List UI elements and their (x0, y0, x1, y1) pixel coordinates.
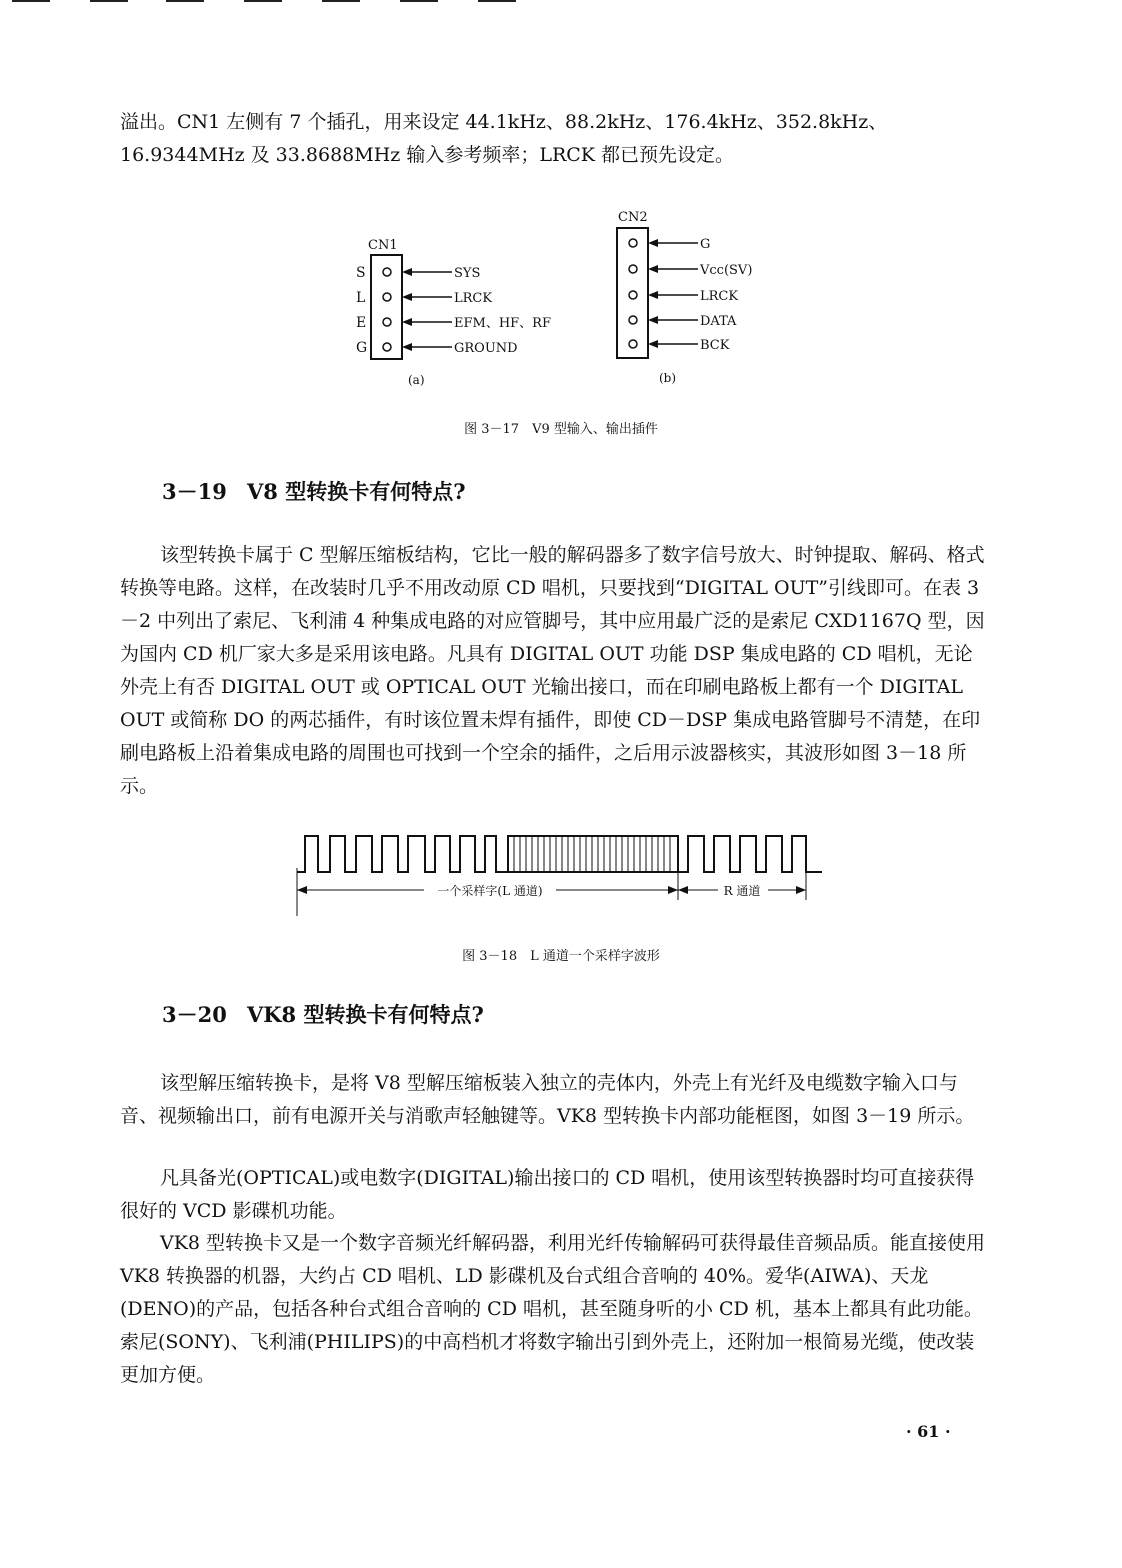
top-rule-4 (244, 0, 282, 2)
cn2-pin-hole (629, 239, 637, 247)
section-number: 3－19 (162, 479, 227, 504)
waveform-right-pulses (678, 836, 822, 872)
cn1-pin-efm: EFM、HF、RF (454, 316, 551, 331)
v8-body-paragraph: 该型转换卡属于 C 型解压缩板结构，它比一般的解码器多了数字信号放大、时钟提取、解码、格式转换等电路。这样，在改装时几乎不用改动原 CD 唱机，只要找到“DIGITAL OUT”引线即可。在表 3－2 中列出了索尼、飞利浦 4 种集成电路的对应管脚号，其中应用最广泛的是索尼 CXD1167Q 型，因为国内 CD 机厂家大多是采用该电路。凡具有 DIGITAL OUT 功能 DSP 集成电路的 CD 唱机，无论外壳上有否 DIGITAL OUT 或 OPTICAL OUT 光输出接口，而在印刷电路板上都有一个 DIGITAL OUT 或简称 DO 的两芯插件，有时该位置未焊有插件，即使 CD－DSP 集成电路管脚号不清楚，在印刷电路板上沿着集成电路的周围也可找到一个空余的插件，之后用示波器核实，其波形如图 3－18 所示。 (120, 544, 985, 797)
figure-3-17-caption: 图 3－17 V9 型输入、输出插件 (464, 422, 658, 437)
cn2-pin-lrck: LRCK (700, 289, 739, 304)
cn2-pin-data: DATA (700, 314, 737, 329)
arrow-left-icon (648, 291, 658, 299)
cn1-pin-lrck: LRCK (454, 291, 493, 306)
cn1-pin-hole (383, 318, 391, 326)
vk8-paragraph-1: 该型解压缩转换卡，是将 V8 型解压缩板装入独立的壳体内，外壳上有光纤及电缆数字输入口与音、视频输出口，前有电源开关与消歌声轻触键等。VK8 型转换卡内部功能框图，如图 3－19 所示。 (120, 1072, 975, 1127)
top-rule-3 (166, 0, 204, 2)
cn1-pin-hole (383, 343, 391, 351)
cn2-pin-hole (629, 340, 637, 348)
cn1-letter-g: G (356, 340, 368, 356)
cn1-pin-hole (383, 293, 391, 301)
waveform-trace (297, 836, 822, 872)
figure-3-18-waveform (0, 820, 1122, 930)
arrow-left-icon (402, 268, 412, 276)
cn1-letter-e: E (356, 315, 367, 331)
cn2-pin-bck: BCK (700, 338, 730, 353)
arrow-left-icon (648, 265, 658, 273)
arrow-left-icon (648, 316, 658, 324)
intro-paragraph: 溢出。CN1 左侧有 7 个插孔，用来设定 44.1kHz、88.2kHz、176.4kHz、352.8kHz、16.9344MHz 及 33.8688MHz 输入参考频率；LRCK 都已预先设定。 (120, 111, 888, 166)
cn1-pin-ground: GROUND (454, 341, 518, 356)
cn1-arrowheads (402, 268, 412, 351)
cn2-pin-vcc: Vcc(SV) (700, 263, 753, 278)
figure-3-18-caption: 图 3－18 L 通道一个采样字波形 (462, 949, 660, 964)
top-rule-5 (322, 0, 360, 2)
cn1-title: CN1 (368, 238, 398, 253)
arrow-left-icon (678, 886, 688, 894)
section-title: V8 型转换卡有何特点? (247, 479, 466, 504)
cn1-letter-l: L (356, 290, 366, 306)
arrow-left-icon (402, 318, 412, 326)
waveform-left-pulses (297, 836, 508, 872)
cn1-sub-label: (a) (408, 373, 425, 387)
cn2-pin-hole (629, 316, 637, 324)
arrow-left-icon (648, 340, 658, 348)
cn2-pin-g: G (700, 237, 711, 252)
section-number: 3－20 (162, 1002, 227, 1027)
cn2-sub-label: (b) (659, 371, 677, 385)
vk8-paragraph-3: VK8 型转换卡又是一个数字音频光纤解码器，利用光纤传输解码可获得最佳音频品质。能直接使用 VK8 转换器的机器，大约占 CD 唱机、LD 影碟机及台式组合音响的 40%。爱华(AIWA)、天龙(DENO)的产品，包括各种台式组合音响的 CD 唱机，甚至随身听的小 CD 机，基本上都具有此功能。索尼(SONY)、飞利浦(PHILIPS)的中高档机才将数字输出引到外壳上，还附加一根简易光缆，使改装更加方便。 (120, 1232, 986, 1386)
cn1-letter-s: S (356, 265, 366, 281)
cn1-pin-hole (383, 268, 391, 276)
section-title: VK8 型转换卡有何特点? (247, 1002, 484, 1027)
cn1-pin-sys: SYS (454, 266, 481, 281)
label-l-channel-word: 一个采样字(L 通道) (437, 884, 543, 898)
arrow-right-icon (668, 886, 678, 894)
cn2-pins (629, 239, 698, 348)
arrow-left-icon (402, 293, 412, 301)
section-heading-3-20 (162, 999, 484, 1029)
cn2-arrowheads (648, 239, 658, 348)
cn2-title: CN2 (618, 210, 648, 225)
top-rule-1 (12, 0, 50, 2)
arrow-left-icon (648, 239, 658, 247)
arrow-right-icon (796, 886, 806, 894)
cn2-pin-hole (629, 265, 637, 273)
cn1-pins (383, 268, 452, 351)
top-rule-2 (90, 0, 128, 2)
cn2-pin-hole (629, 291, 637, 299)
top-rule-6 (400, 0, 438, 2)
arrow-left-icon (402, 343, 412, 351)
section-heading-3-19 (162, 476, 466, 506)
top-rule-7 (478, 0, 516, 2)
cn1-left-letters (356, 265, 367, 356)
arrow-left-icon (297, 886, 307, 894)
vk8-paragraph-2: 凡具备光(OPTICAL)或电数字(DIGITAL)输出接口的 CD 唱机，使用该型转换器时均可直接获得很好的 VCD 影碟机功能。 (120, 1167, 975, 1222)
page-number: · 61 · (906, 1422, 951, 1441)
label-r-channel: R 通道 (723, 884, 761, 898)
